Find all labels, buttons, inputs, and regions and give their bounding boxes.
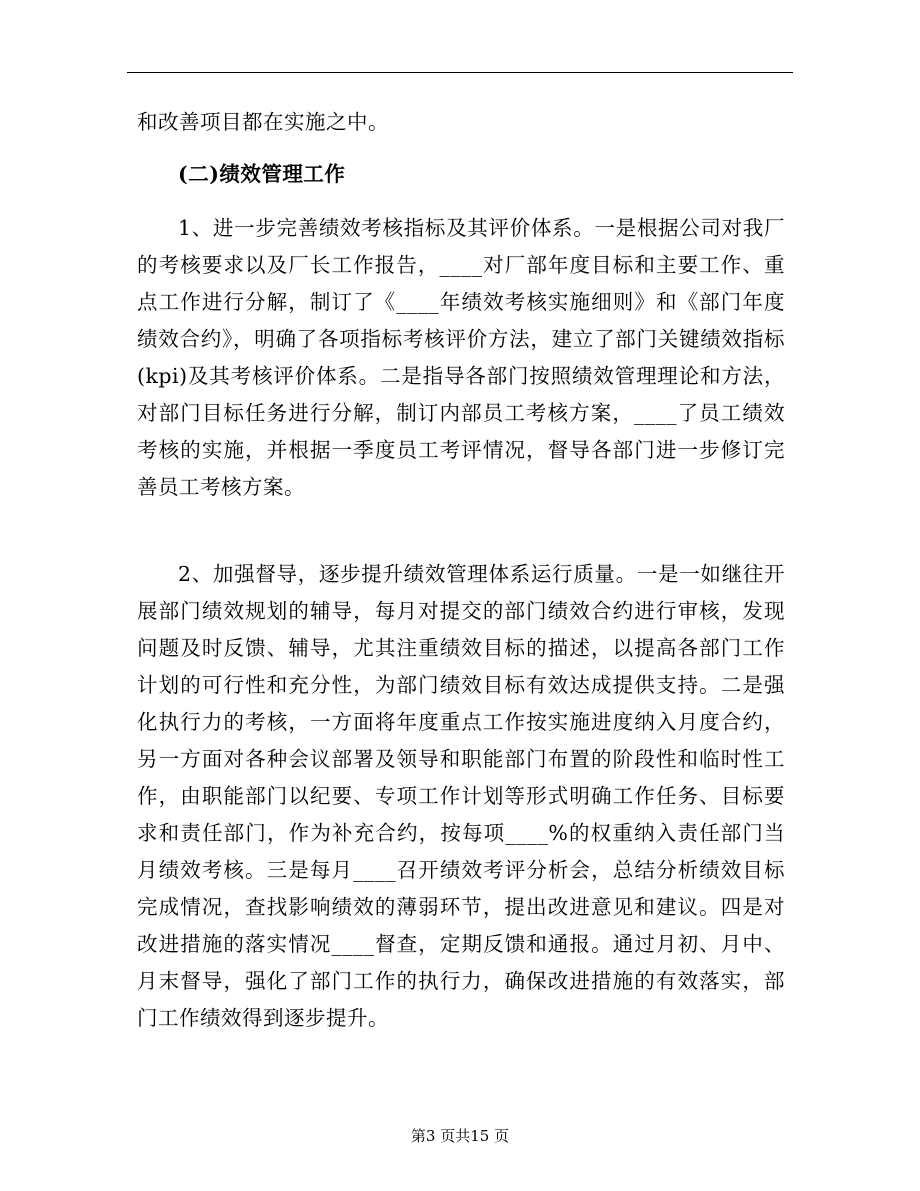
- paragraph-1: 1、进一步完善绩效考核指标及其评价体系。一是根据公司对我厂的考核要求以及厂长工作报告，____对厂部年度目标和主要工作、重点工作进行分解，制订了《____年绩效考核实施细则》和《部门年度绩效合约》，明确了各项指标考核评价方法，建立了部门关键绩效指标(kpi)及其考核评价体系。二是指导各部门按照绩效管理理论和方法，对部门目标任务进行分解，制订内部员工考核方案，____了员工绩效考核的实施，并根据一季度员工考评情况，督导各部门进一步修订完善员工考核方案。: [137, 216, 785, 499]
- paragraph-2: 2、加强督导，逐步提升绩效管理体系运行质量。一是一如继往开展部门绩效规划的辅导，每月对提交的部门绩效合约进行审核，发现问题及时反馈、辅导，尤其注重绩效目标的描述，以提高各部门工作计划的可行性和充分性，为部门绩效目标有效达成提供支持。二是强化执行力的考核，一方面将年度重点工作按实施进度纳入月度合约，另一方面对各种会议部署及领导和职能部门布置的阶段性和临时性工作，由职能部门以纪要、专项工作计划等形式明确工作任务、目标要求和责任部门，作为补充合约，按每项____%的权重纳入责任部门当月绩效考核。三是每月____召开绩效考评分析会，总结分析绩效目标完成情况，查找影响绩效的薄弱环节，提出改进意见和建议。四是对改进措施的落实情况____督查，定期反馈和通报。通过月初、月中、月末督导，强化了部门工作的执行力，确保改进措施的有效落实，部门工作绩效得到逐步提升。: [137, 562, 785, 1030]
- page-number-footer: 第3 页共15 页: [410, 1127, 510, 1145]
- continuation-text: 和改善项目都在实施之中。: [137, 110, 389, 134]
- header-rule: [127, 72, 793, 73]
- section-heading: (二)绩效管理工作: [178, 162, 346, 186]
